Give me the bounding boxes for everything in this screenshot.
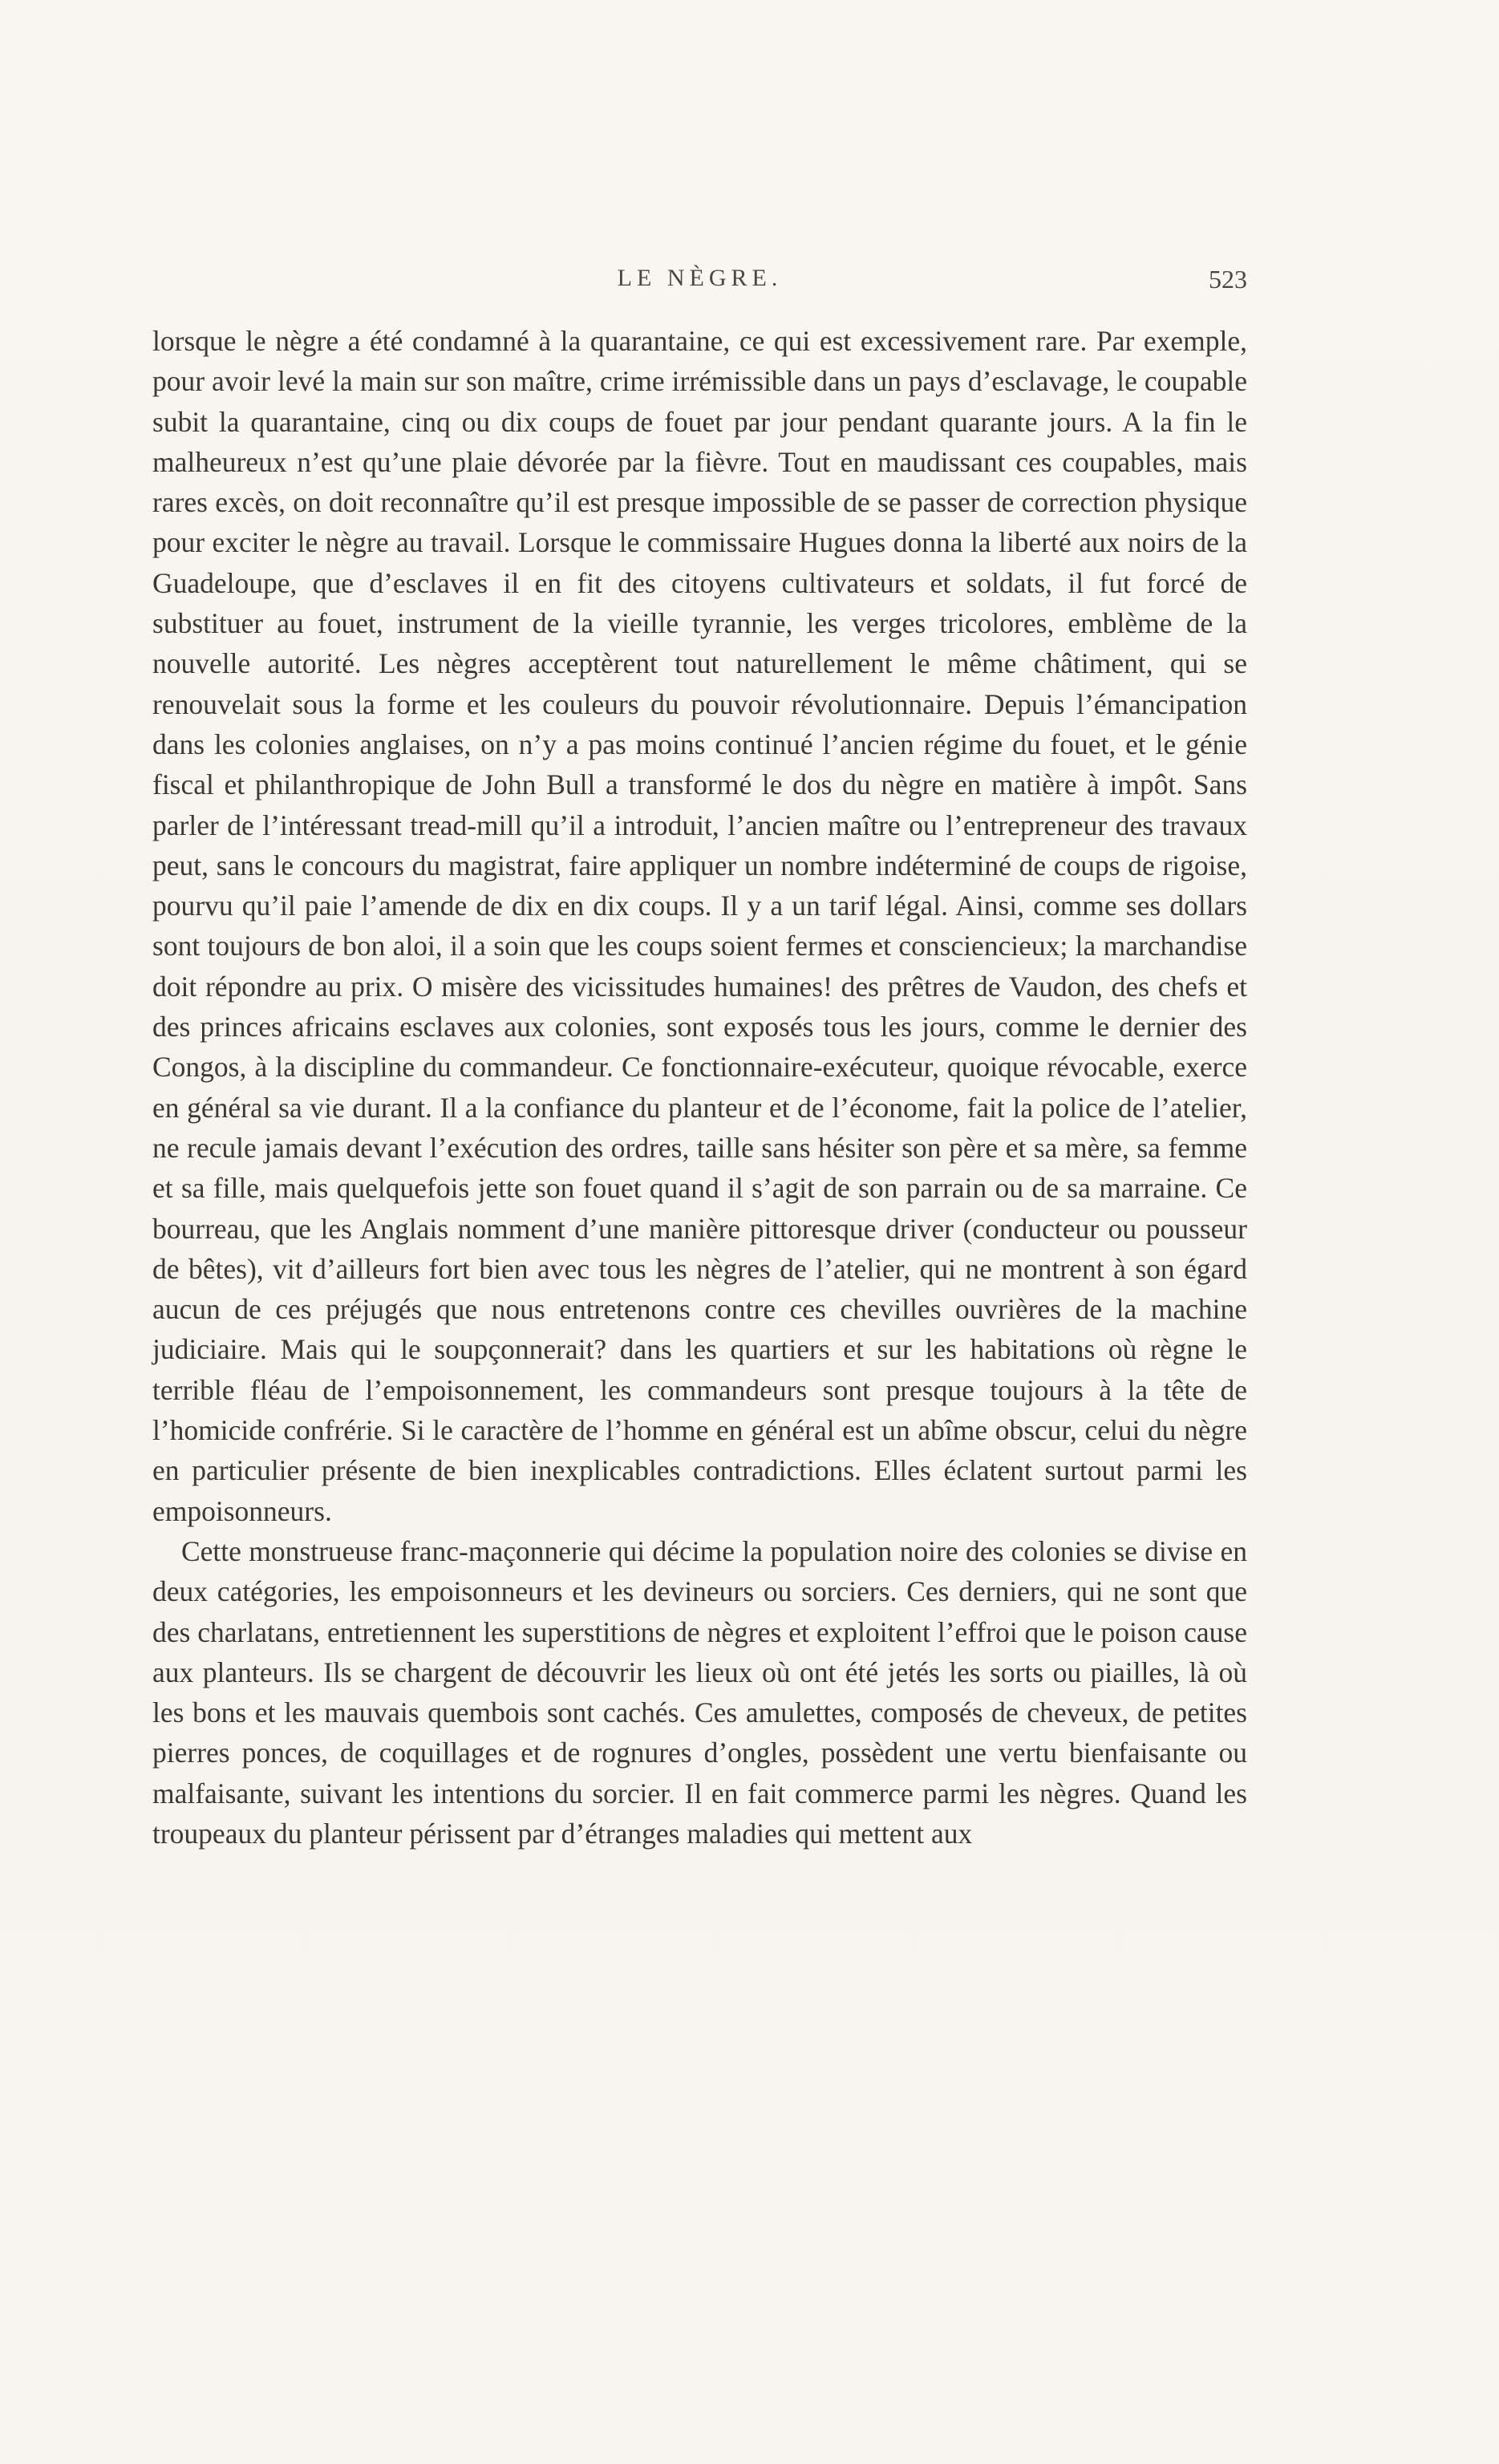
paragraph-2: Cette monstrueuse franc-maçonnerie qui décime la population noire des colonies se divise en deux catégories, les empoisonneurs et les devineurs ou sorciers. Ces derniers, qui ne sont que des charlatans, entretiennent les superstitions de nègres et exploitent l’effroi que le poison cause aux planteurs. Ils se chargent de découvrir les lieux où ont été jetés les sorts ou piailles, là où les bons et les mauvais quembois sont cachés. Ces amulettes, composés de cheveux, de petites pierres ponces, de coquillages et de rognures d’ongles, possèdent une vertu bienfaisante ou malfaisante, suivant les intentions du sorcier. Il en fait commerce parmi les nègres. Quand les troupeaux du planteur périssent par d’étranges maladies qui mettent aux <box>152 1534 1247 1850</box>
running-head: LE NÈGRE. <box>617 265 783 291</box>
paragraph-1: lorsque le nègre a été condamné à la quarantaine, ce qui est excessivement rare. Par exemple, pour avoir levé la main sur son maître, crime irrémissible dans un pays d’esclavage, le coupable subit la quarantaine, cinq ou dix coups de fouet par jour pendant quarante jours. A la fin le malheureux n’est qu’une plaie dévorée par la fièvre. Tout en maudissant ces coupables, mais rares excès, on doit reconnaître qu’il est presque impossible de se passer de correction physique pour exciter le nègre au travail. Lorsque le commissaire Hugues donna la liberté aux noirs de la Guadeloupe, que d’esclaves il en fit des citoyens cultivateurs et soldats, il fut forcé de substituer au fouet, instrument de la vieille tyrannie, les verges tricolores, emblème de la nouvelle autorité. Les nègres acceptèrent tout naturellement le même châtiment, qui se renouvelait sous la forme et les couleurs du pouvoir révolutionnaire. Depuis l’émancipation dans les colonies anglaises, on n’y a pas moins continué l’ancien régime du fouet, et le génie fiscal et philanthropique de John Bull a transformé le dos du nègre en matière à impôt. Sans parler de l’intéressant tread-mill qu’il a introduit, l’ancien maître ou l’entrepreneur des travaux peut, sans le concours du magistrat, faire appliquer un nombre indéterminé de coups de rigoise, pourvu qu’il paie l’amende de dix en dix coups. Il y a un tarif légal. Ainsi, comme ses dollars sont toujours de bon aloi, il a soin que les coups soient fermes et consciencieux; la marchandise doit répondre au prix. O misère des vicissitudes humaines! des prêtres de Vaudon, des chefs et des princes africains esclaves aux colonies, sont exposés tous les jours, comme le dernier des Congos, à la discipline du commandeur. Ce fonctionnaire-exécuteur, quoique révocable, exerce en général sa vie durant. Il a la confiance du planteur et de l’économe, fait la police de l’atelier, ne recule jamais devant l’exécution des ordres, taille sans hésiter son père et sa mère, sa femme et sa fille, mais quelquefois jette son fouet quand il s’agit de son parrain ou de sa marraine. Ce bourreau, que les Anglais nomment d’une manière pittoresque driver (conducteur ou pousseur de bêtes), vit d’ailleurs fort bien avec tous les nègres de l’atelier, qui ne montrent à son égard aucun de ces préjugés que nous entretenons contre ces chevilles ouvrières de la machine judiciaire. Mais qui le soupçonnerait? dans les quartiers et sur les habitations où règne le terrible fléau de l’empoisonnement, les commandeurs sont presque toujours à la tête de l’homicide confrérie. Si le caractère de l’homme en général est un abîme obscur, celui du nègre en particulier présente de bien inexplicables contradictions. Elles éclatent surtout parmi les empoisonneurs. <box>152 325 1247 1527</box>
body-text <box>152 321 1247 1854</box>
page-number: 523 <box>1209 265 1247 294</box>
page-header <box>152 265 1247 305</box>
